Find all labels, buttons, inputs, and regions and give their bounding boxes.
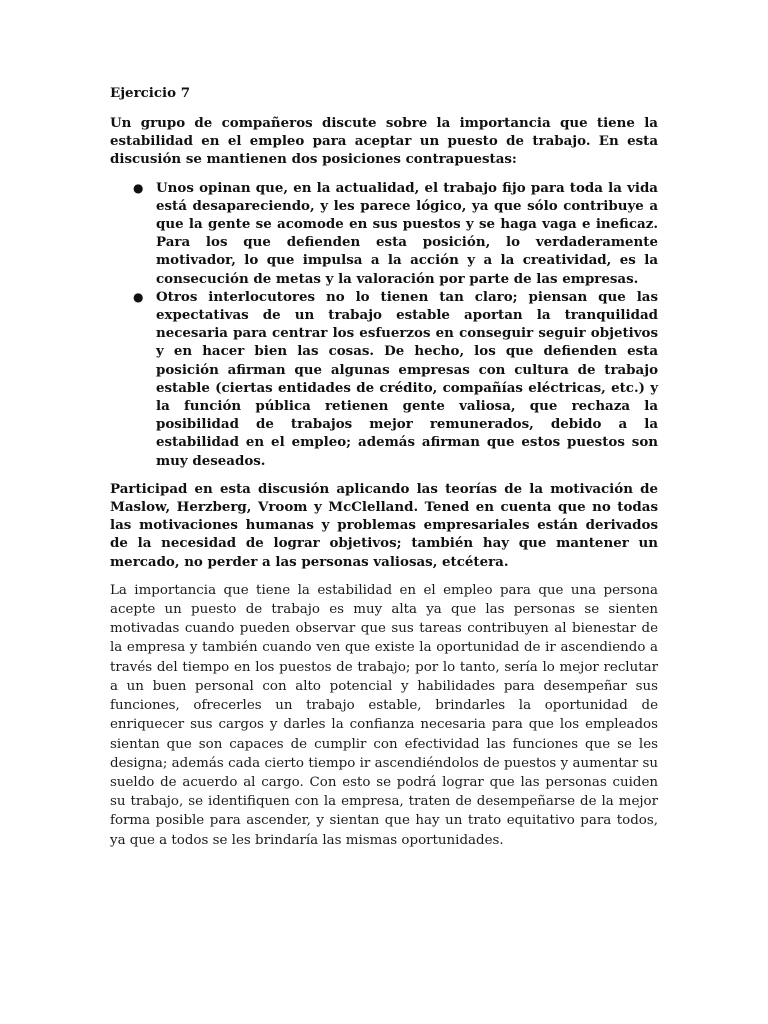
- bullet-icon: ●: [133, 180, 144, 195]
- list-item: [110, 179, 658, 288]
- list-item-text: Otros interlocutores no lo tienen tan claro; piensan que las expectativas de un trabajo estable aportan la tranquilidad necesaria para centrar los esfuerzos en conseguir seguir objetivos y en hacer bien las cosas. De hecho, los que defienden esta posición afirman que algunas empresas con cultura de trabajo estable (ciertas entidades de crédito, compañías eléctricas, etc.) y la función pública retienen gente valiosa, que rechaza la posibilidad de trabajos mejor remunerados, debido a la estabilidad en el empleo; además afirman que estos puestos son muy deseados.: [156, 288, 658, 469]
- positions-list: [110, 179, 658, 470]
- list-item-text: Unos opinan que, en la actualidad, el trabajo fijo para toda la vida está desapareciendo, y les parece lógico, ya que sólo contribuye a que la gente se acomode en sus puestos y se haga vaga e ineficaz. Para los que defienden esta posición, lo verdaderamente motivador, lo que impulsa a la acción y a la creatividad, es la consecución de metas y la valoración por parte de las empresas.: [156, 179, 658, 287]
- bullet-icon: ●: [133, 289, 144, 304]
- question-paragraph: Participad en esta discusión aplicando las teorías de la motivación de Maslow, Herzberg, Vroom y McClelland. Tened en cuenta que no todas las motivaciones humanas y problemas empresariales están derivados de la necesidad de lograr objetivos; también hay que mantener un mercado, no perder a las personas valiosas, etcétera.: [110, 480, 658, 570]
- answer-paragraph: La importancia que tiene la estabilidad en el empleo para que una persona acepte un puesto de trabajo es muy alta ya que las personas se sienten motivadas cuando pueden observar que sus tareas contribuyen al bienestar de la empresa y también cuando ven que existe la oportunidad de ir ascendiendo a través del tiempo en los puestos de trabajo; por lo tanto, sería lo mejor reclutar a un buen personal con alto potencial y habilidades para desempeñar sus funciones, ofrecerles un trabajo estable, brindarles la oportunidad de enriquecer sus cargos y darles la confianza necesaria para que los empleados sientan que son capaces de cumplir con efectividad las funciones que se les designa; además cada cierto tiempo ir ascendiéndolos de puestos y aumentar su sueldo de acuerdo al cargo. Con esto se podrá lograr que las personas cuiden su trabajo, se identifiquen con la empresa, traten de desempeñarse de la mejor forma posible para ascender, y sientan que hay un trato equitativo para todos, ya que a todos se les brindaría las mismas oportunidades.: [110, 582, 658, 848]
- exercise-title: Ejercicio 7: [110, 85, 191, 101]
- list-item: [110, 288, 658, 470]
- intro-paragraph: Un grupo de compañeros discute sobre la importancia que tiene la estabilidad en el empleo para aceptar un puesto de trabajo. En esta discusión se mantienen dos posiciones contrapuestas:: [110, 115, 658, 168]
- document-page: [110, 84, 658, 850]
